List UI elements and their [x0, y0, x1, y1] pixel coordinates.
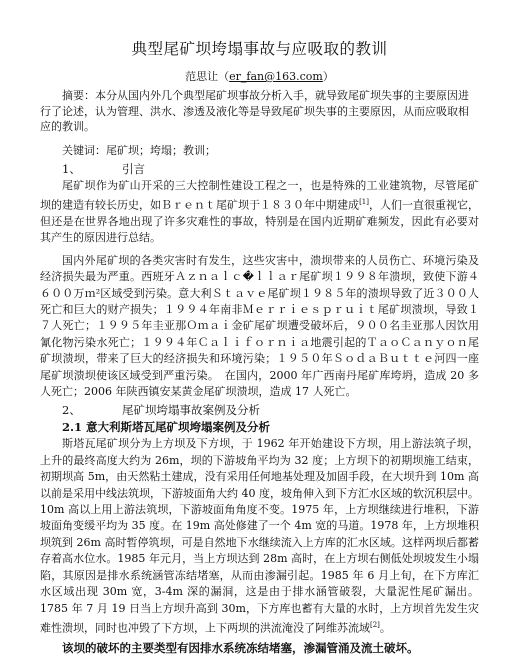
citation-ref: [2] — [370, 620, 380, 629]
section-title: 引言 — [122, 161, 145, 176]
section-number: 2、 — [62, 403, 81, 418]
section-heading-intro — [40, 161, 479, 178]
paragraph-stava — [40, 436, 479, 637]
paragraph-intro — [40, 178, 479, 247]
author-line — [40, 70, 479, 84]
author-close: ） — [322, 70, 334, 83]
paragraph-text: 。 — [379, 621, 391, 635]
section-title: 尾矿坝垮塌事故案例及分析 — [122, 403, 260, 418]
paragraph-text: ，人们一直很重视它，但还是在世界各地出现了许多灾难性的事故，特别是在国内近期矿难频发，因此有必要对其产生的原因进行总结。 — [40, 198, 480, 245]
author-name: 范思让（ — [185, 70, 230, 83]
paragraph-disasters: 国内外尾矿坝的各类灾害时有发生，这些灾害中，溃坝带来的人员伤亡、环境污染及经济损失最为严重。西班牙Ａｚｎａｌｃ�ｌｌａｒ尾矿坝１９９８年溃坝，致使下游４６００万ｍ²区域受到污染。意大利Ｓｔａｖｅ尾矿坝１９８５年的溃坝导致了近３００人死亡和巨大的财产损失；１９９４年南非Ｍｅｒｒｉｅｓｐｒｕｉｔ尾矿坝溃坝，导致１７人死亡；１９９５年圭亚那Ｏｍａｉ金矿尾矿坝遭受破坏后，９００名圭亚那人因饮用氰化物污染水死亡；１９９４年Ｃａｌｉｆｏｒｎｉａ地震引起的ＴａｏＣａｎｙｏｎ尾矿坝溃坝，带来了巨大的经济损失和环境污染；１９５０年ＳｏｄａＢｕｔｔｅ河四一座尾矿坝溃坝使该区域受到严重污染。 在国内，2000 年广西南丹尾矿库垮坍，造成 20 多人死亡；2006 年陕西镇安某黄金尾矿坝溃坝，造成 17 人死亡。 — [40, 253, 479, 399]
subsection-heading: 2.1 意大利斯塔瓦尾矿坝垮塌案例及分析 — [62, 420, 271, 435]
citation-ref: [1] — [359, 197, 369, 206]
paragraph-text: 斯塔瓦尾矿坝分为上方坝及下方坝，于 1962 年开始建设下方坝，用上游法筑子坝，上升的最终高度大约为 26m，坝的下游坡角平均为 32 度；上方坝下的初期坝施工结束，初期坝高 5m，由天然粘土建成，没有采用任何地基处理及加固手段，在大坝升到 10m 高以前是采用中线法筑坝，下游坡面角大约 40 度，坡角伸入到下方汇水区域的软沉积层中。10m 高以上用上游法筑坝，下游坡面角角度不变。1975 年，上方坝继续进行堆积，下游坡面角变缓平均为 35 度。在 19m 高处修建了一个 4m 宽的马道。1978 年，上方坝堆积坝筑到 26m 高时暂停筑坝，可是自然地下水继续流入上方库的汇水区域。这样两坝后都蓄存着高水位水。1985 年元月，当上方坝达到 28m 高时，在上方坝右侧低处坝坡发生小塌陷，其原因是排水系统涵管冻结堵塞，从而由渗漏引起。1985 年 6 月上旬，在下方库汇水区域出现 30m 宽，3-4m 深的漏洞，这是由于排水涵管破裂，大量泥性尾矿漏出。1785 年 7 月 19 日当上方坝升高到 30m，下方库也蓄有大量的水时，上方坝首先发生灾难性溃坝，同时也冲毁了下方坝，上下两坝的洪流淹没了阿维苏流域 — [40, 437, 479, 635]
paragraph-text: 尾矿坝作为矿山开采的三大控制性建设工程之一，也是特殊的工业建筑物，尽管尾矿坝的建造有较长历史，如Ｂｒｅｎｔ尾矿坝于１８３０年中期建成 — [40, 178, 479, 212]
keywords: 关键词：尾矿坝；垮塌；教训； — [62, 143, 216, 157]
section-heading-cases — [40, 402, 479, 419]
section-number: 1、 — [62, 161, 81, 176]
abstract: 摘要：本分从国内外几个典型尾矿坝事故分析入手，就导致尾矿坝失事的主要原因进行了论述，认为管理、洪水、渗透及液化等是导致尾矿坝失事的主要原因，从而应吸取相应的教训。 — [40, 89, 469, 133]
author-email-link[interactable]: er_fan@163.com — [229, 70, 323, 83]
conclusion-sentence: 该坝的破坏的主要类型有因排水系统冻结堵塞，渗漏管涌及流土破坏。 — [62, 640, 419, 655]
page-title: 典型尾矿坝垮塌事故与应吸取的教训 — [131, 40, 388, 58]
